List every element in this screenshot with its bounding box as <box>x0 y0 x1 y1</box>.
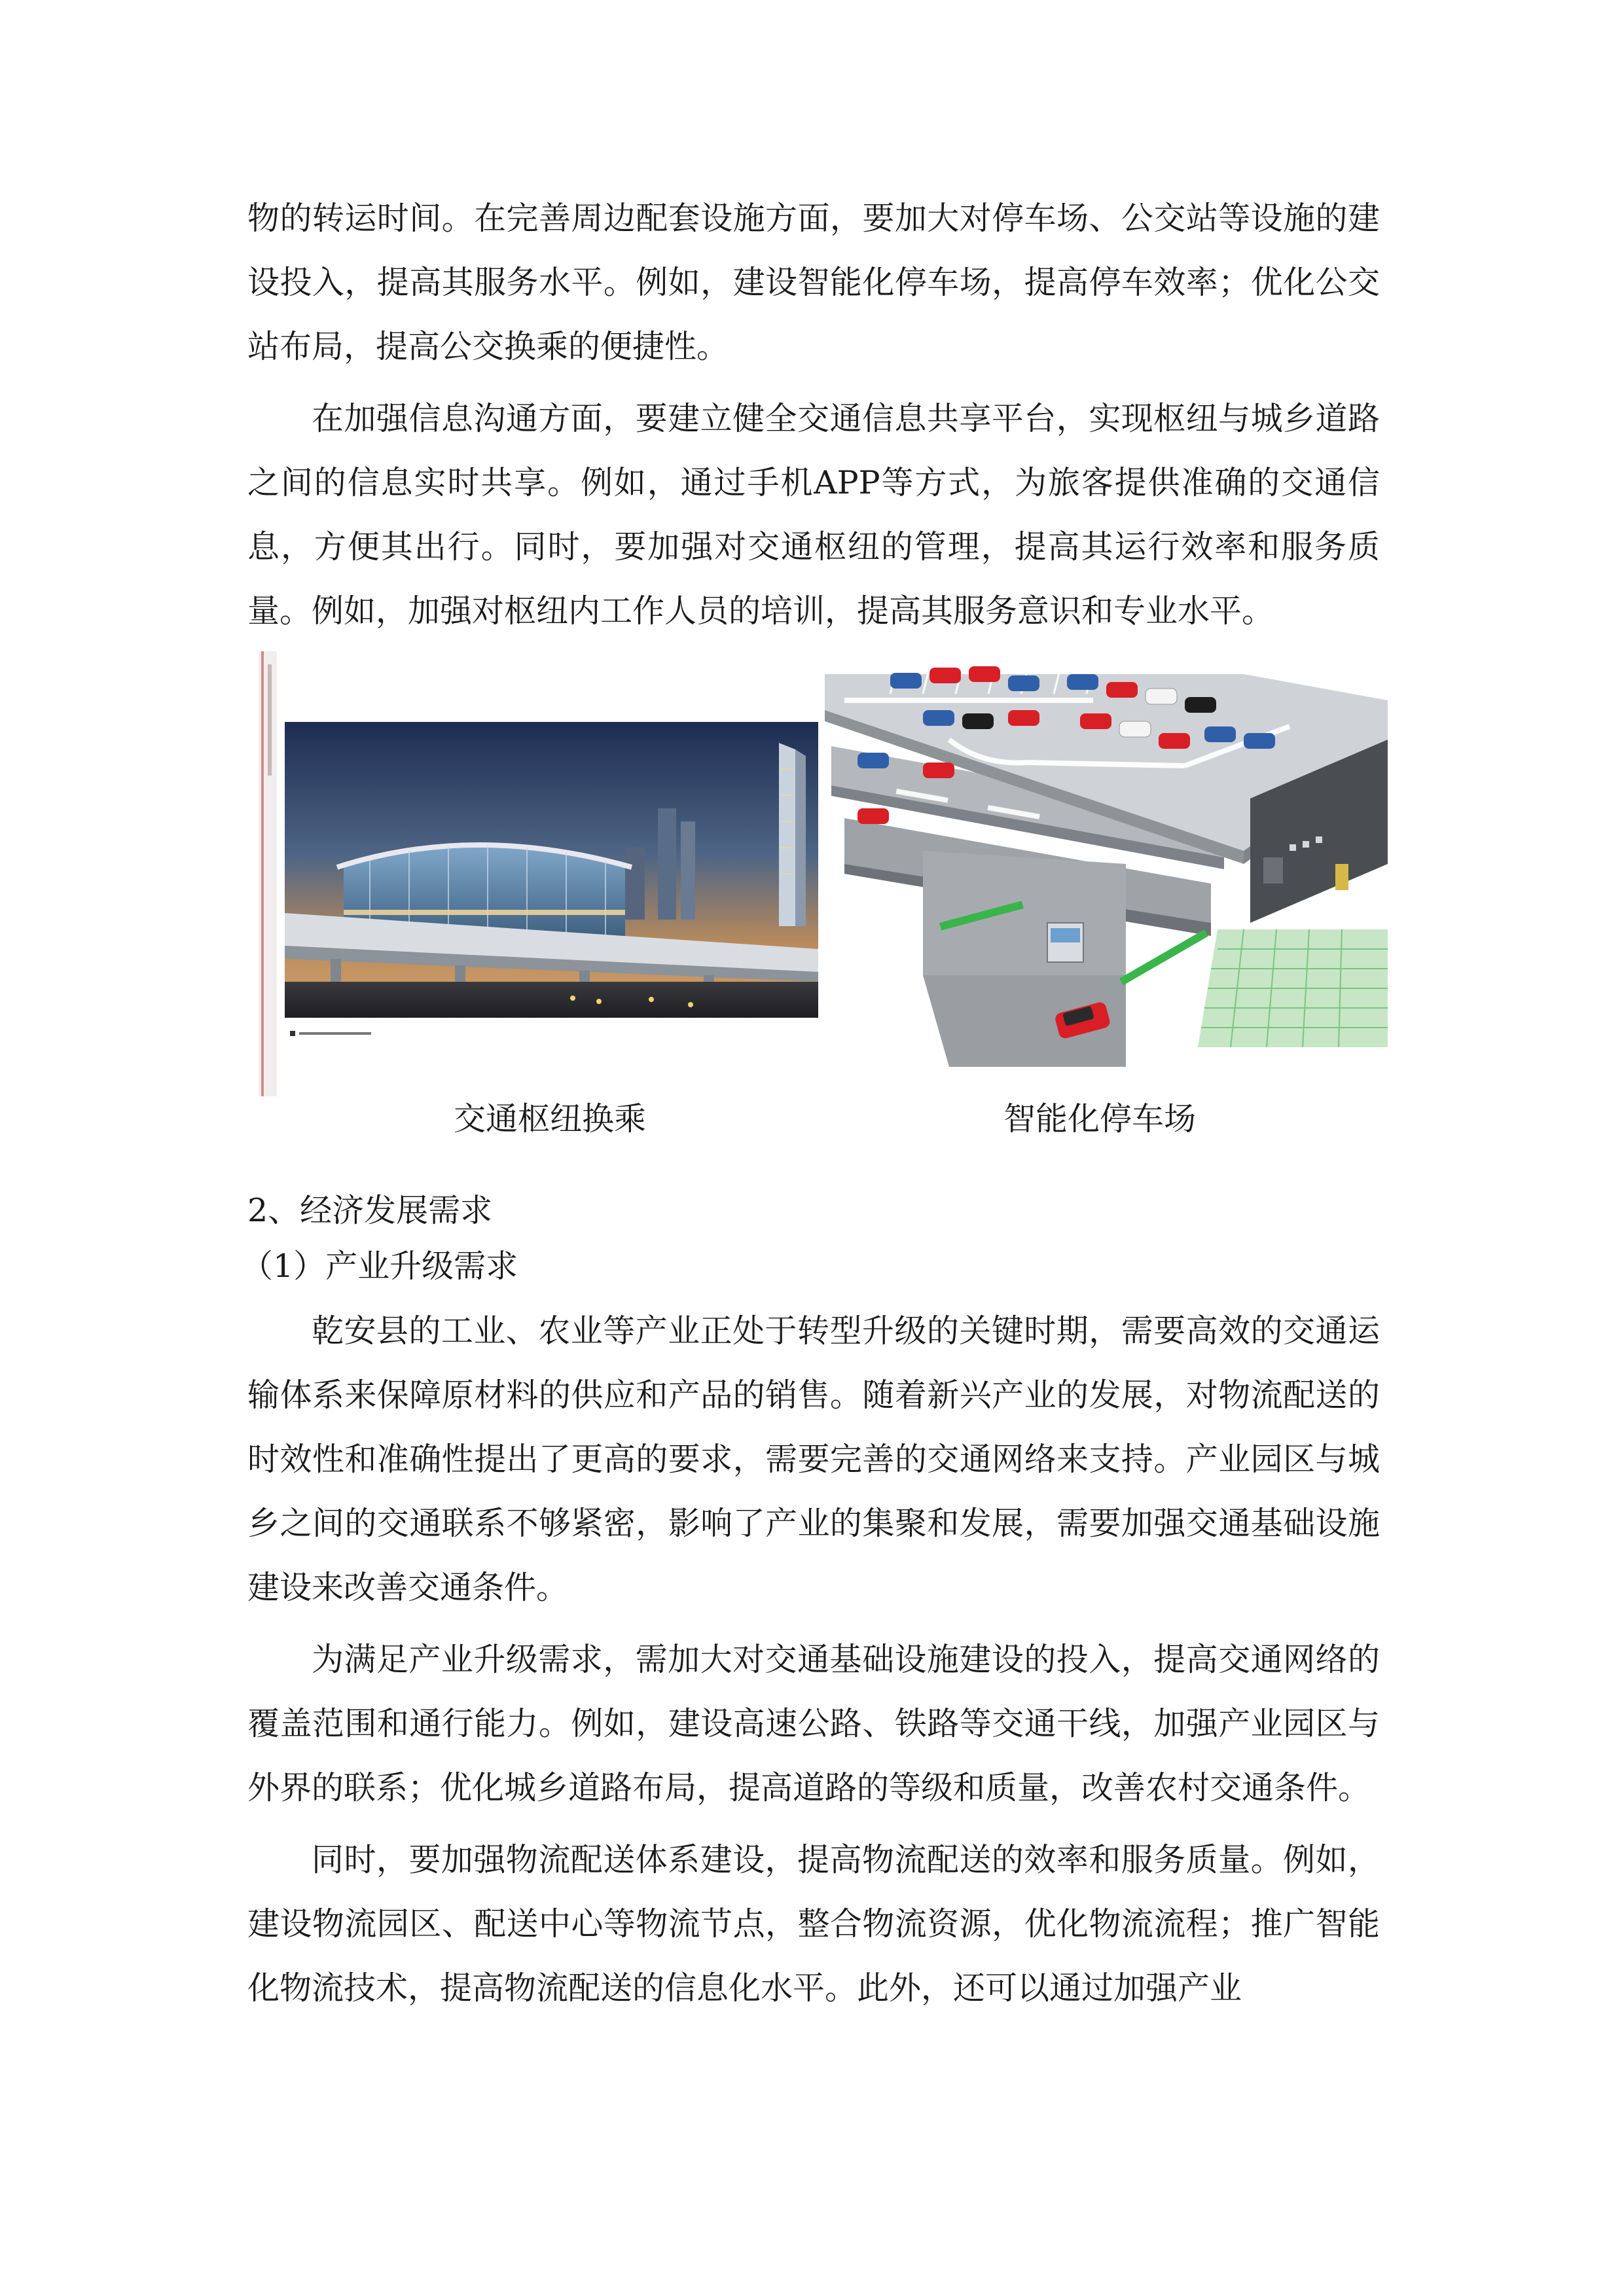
text-block-bottom <box>247 1299 1380 2020</box>
paragraph: 为满足产业升级需求，需加大对交通基础设施建设的投入，提高交通网络的覆盖范围和通行能力。例如，建设高速公路、铁路等交通干线，加强产业园区与外界的联系；优化城乡道路布局，提高道路的等级和质量，改善农村交通条件。 <box>247 1641 1380 1806</box>
paragraph: 乾安县的工业、农业等产业正处于转型升级的关键时期，需要高效的交通运输体系来保障原材料的供应和产品的销售。随着新兴产业的发展，对物流配送的时效性和准确性提出了更高的要求，需要完善的交通网络来支持。产业园区与城乡之间的交通联系不够紧密，影响了产业的集聚和发展，需要加强交通基础设施建设来改善交通条件。 <box>247 1312 1380 1606</box>
figure-caption-left: 交通枢纽换乘 <box>453 1100 646 1138</box>
figure-caption-right: 智能化停车场 <box>1003 1100 1196 1138</box>
transport-hub-image <box>259 651 821 1096</box>
subsection-heading: （1）产业升级需求 <box>241 1247 518 1285</box>
paragraph: 在加强信息沟通方面，要建立健全交通信息共享平台，实现枢纽与城乡道路之间的信息实时共享。例如，通过手机APP等方式，为旅客提供准确的交通信息，方便其出行。同时，要加强对交通枢纽的管理，提高其运行效率和服务质量。例如，加强对枢纽内工作人员的培训，提高其服务意识和专业水平。 <box>247 400 1380 630</box>
smart-parking-image <box>818 648 1388 1067</box>
paragraph: 同时，要加强物流配送体系建设，提高物流配送的效率和服务质量。例如，建设物流园区、配送中心等物流节点，整合物流资源，优化物流流程；推广智能化物流技术，提高物流配送的信息化水平。此外，还可以通过加强产业 <box>247 1841 1380 2007</box>
text-block-top <box>247 187 1380 643</box>
section-heading: 2、经济发展需求 <box>247 1192 493 1229</box>
paragraph: 物的转运时间。在完善周边配套设施方面，要加大对停车场、公交站等设施的建设投入，提高其服务水平。例如，建设智能化停车场，提高停车效率；优化公交站布局，提高公交换乘的便捷性。 <box>247 200 1380 365</box>
